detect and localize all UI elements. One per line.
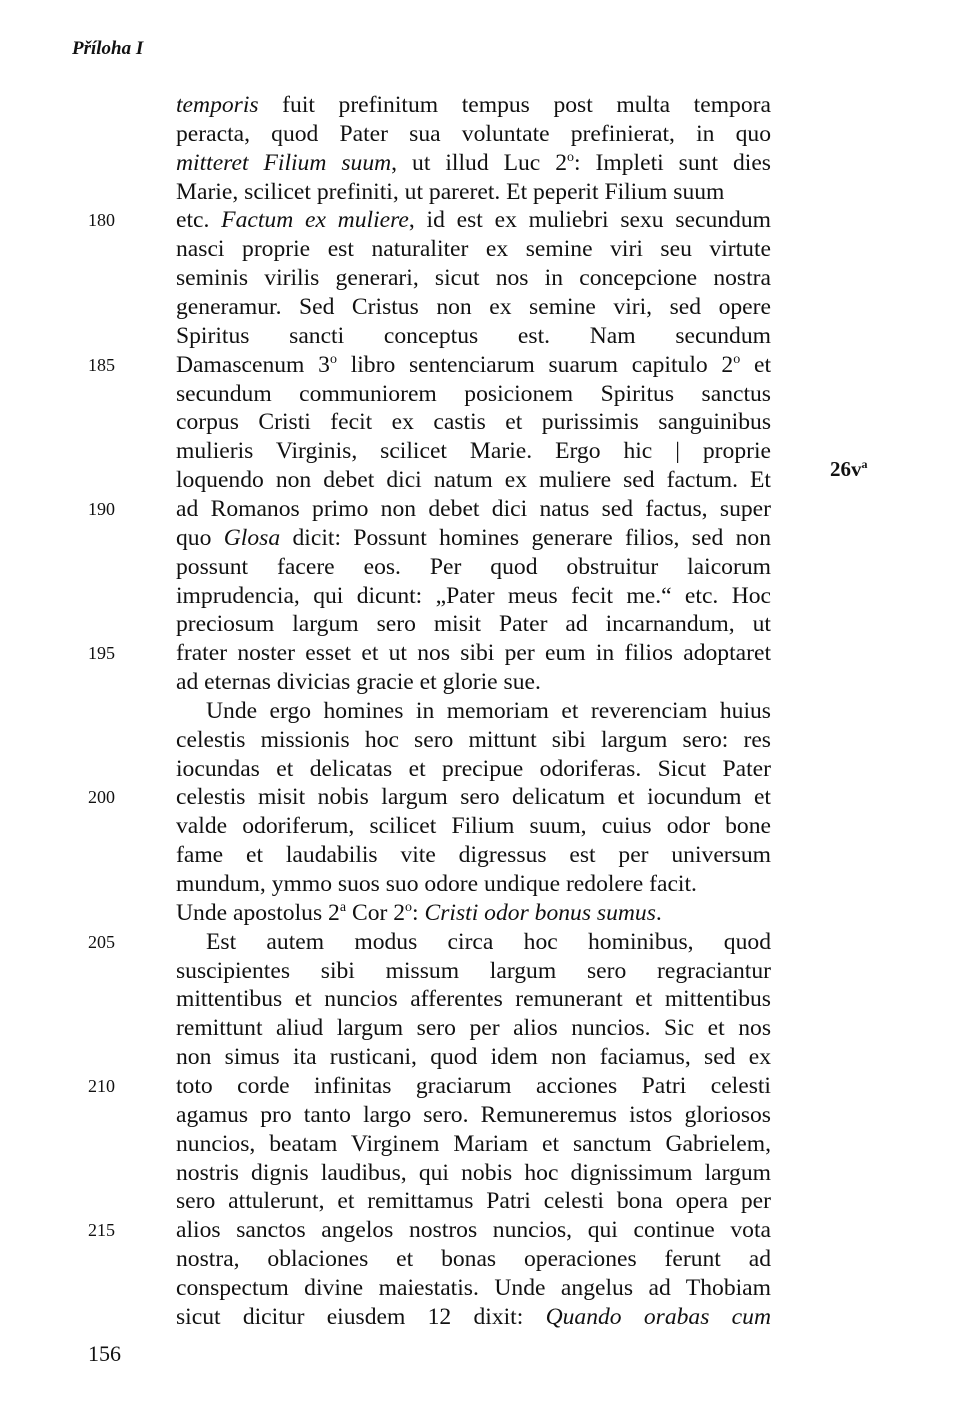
text-segment: sicut dicitur eiusdem 12 dixit: (176, 1303, 546, 1330)
text-segment: , ut illud Luc 2 (391, 149, 568, 176)
text-segment: etc. (176, 207, 222, 234)
text-line (176, 928, 771, 957)
line-number: 185 (88, 354, 115, 375)
text-line (176, 293, 771, 322)
text-segment: valde odoriferum, scilicet Filium suum, cuius odor bone (176, 813, 771, 840)
text-segment: ad Romanos primo non debet dici natus sed factus, super (176, 495, 771, 522)
text-segment: secundum communiorem posicionem Spiritus sanctus (176, 380, 771, 407)
text-line (176, 870, 771, 899)
text-line (176, 408, 771, 437)
text-segment: remittunt aliud largum sero per alios nuncios. Sic et nos (176, 1015, 771, 1042)
text-line (176, 206, 771, 235)
text-segment: nasci proprie est naturaliter ex semine viri seu virtute (176, 236, 771, 263)
text-line (176, 985, 771, 1014)
italic-text: mitteret Filium suum (176, 149, 392, 176)
line-number: 180 (88, 210, 115, 231)
line-number: 210 (88, 1075, 115, 1096)
text-line (176, 639, 771, 668)
text-line (176, 1130, 771, 1159)
text-line (176, 1072, 771, 1101)
italic-text: Cristi odor bonus sumus (424, 899, 656, 926)
text-line (176, 1274, 771, 1303)
text-segment: suscipientes sibi missum largum sero regraciantur (176, 957, 771, 984)
folio-marker-sup: a (861, 457, 868, 471)
text-segment: : Impleti sunt dies (574, 149, 771, 176)
text-line (176, 1043, 771, 1072)
text-line (176, 841, 771, 870)
folio-marker-text: 26v (830, 457, 862, 481)
text-line (176, 553, 771, 582)
italic-text: temporis (176, 92, 259, 118)
text-segment: mulieris Virginis, scilicet Marie. Ergo hic | proprie (176, 438, 771, 465)
line-number: 205 (88, 931, 115, 952)
text-line (176, 783, 771, 812)
text-line (176, 264, 771, 293)
text-line (176, 524, 771, 553)
text-line (176, 610, 771, 639)
text-segment: possunt facere eos. Per quod obstruitur laicorum (176, 553, 771, 580)
text-segment: iocundas et delicatas et precipue odoriferas. Sicut Pater (176, 755, 771, 782)
text-segment: Unde ergo homines in memoriam et reverenciam huius (206, 697, 771, 724)
text-line (176, 957, 771, 986)
line-number: 200 (88, 787, 115, 808)
text-segment: imprudencia, qui dicunt: „Pater meus fecit me.“ etc. Hoc (176, 582, 771, 609)
text-line (176, 899, 771, 928)
text-segment: Cor 2 (346, 899, 406, 926)
text-segment: Est autem modus circa hoc hominibus, quod (206, 928, 771, 955)
text-line (176, 697, 771, 726)
text-segment: nostra, oblaciones et bonas operaciones ferunt ad (176, 1246, 771, 1272)
text-segment: toto corde infinitas graciarum acciones Patri celesti (176, 1072, 771, 1099)
text-line (176, 582, 771, 611)
text-segment: fame et laudabilis vite digressus est per universum (176, 842, 771, 869)
text-line (176, 1216, 771, 1245)
text-segment: Damascenum 3 (176, 351, 330, 378)
italic-text: Quando orabas cum (545, 1303, 771, 1330)
superscript: o (329, 351, 337, 367)
page-number: 156 (88, 1341, 121, 1366)
italic-text: Factum ex muliere (221, 207, 409, 234)
text-segment: corpus Cristi fecit ex castis et purissimis sanguinibus (176, 409, 771, 436)
text-segment: ad eternas divicias gracie et glorie sue. (176, 669, 541, 695)
text-segment: loquendo non debet dici natum ex muliere sed factum. Et (176, 467, 771, 494)
text-segment: sero attulerunt, et remittamus Patri celesti bona opera per (176, 1188, 771, 1215)
text-segment: non simus ita rusticani, quod idem non faciamus, sed ex (176, 1044, 771, 1071)
text-segment: fuit prefinitum tempus post multa tempora (258, 92, 771, 118)
text-segment: frater noster esset et ut nos sibi per eum in filios adoptaret (176, 640, 771, 667)
text-line (176, 178, 771, 207)
text-segment: peracta, quod Pater sua voluntate prefinierat, in quo (176, 120, 771, 147)
running-head: Příloha I (72, 38, 144, 59)
text-segment: alios sanctos angelos nostros nuncios, qui continue vota (176, 1217, 771, 1244)
text-segment: : (412, 899, 425, 926)
text-line (176, 1014, 771, 1043)
text-segment: generamur. Sed Cristus non ex semine viri, sed opere (176, 294, 771, 320)
text-line (176, 91, 771, 120)
text-line (176, 120, 771, 149)
text-segment: libro sentenciarum suarum capitulo 2 (336, 351, 734, 378)
text-line (176, 351, 771, 380)
text-line (176, 812, 771, 841)
text-segment: conspectum divine maiestatis. Unde angelus ad Thobiam (176, 1274, 771, 1301)
text-segment: nuncios, beatam Virginem Mariam et sanctum Gabrielem, (176, 1130, 771, 1157)
text-segment: mundum, ymmo suos suo odore undique redolere facit. (176, 871, 697, 897)
text-line (176, 466, 771, 495)
superscript: o (733, 351, 741, 367)
text-segment: et (740, 351, 771, 378)
text-line (176, 495, 771, 524)
italic-text: Glosa (223, 524, 281, 551)
text-segment: celestis misit nobis largum sero delicatum et iocundum et (176, 784, 771, 811)
text-line (176, 1159, 771, 1188)
text-line (176, 1187, 771, 1216)
line-number: 215 (88, 1220, 115, 1241)
text-line (176, 380, 771, 409)
text-segment: , id est ex muliebri sexu secundum (408, 207, 771, 234)
text-segment: Marie, scilicet prefiniti, ut pareret. Et peperit Filium suum (176, 178, 725, 205)
text-segment: dicit: Possunt homines generare filios, sed non (280, 524, 771, 551)
text-line (176, 726, 771, 755)
line-number: 195 (88, 643, 115, 664)
text-segment: nostris dignis laudibus, qui nobis hoc dignissimum largum (176, 1159, 771, 1186)
text-segment: quo (176, 524, 224, 551)
text-segment: mittentibus et nuncios afferentes remunerant et mittentibus (176, 986, 771, 1013)
text-line (176, 1245, 771, 1274)
text-segment: . (655, 899, 662, 926)
text-line (176, 235, 771, 264)
text-line (176, 437, 771, 466)
text-segment: agamus pro tanto largo sero. Remuneremus istos gloriosos (176, 1101, 771, 1128)
superscript: a (339, 899, 347, 915)
superscript: o (405, 899, 413, 915)
line-number: 190 (88, 498, 115, 519)
text-line (176, 668, 771, 697)
text-segment: Unde apostolus 2 (176, 899, 340, 926)
folio-marker (830, 455, 868, 484)
superscript: o (567, 149, 575, 165)
text-line (176, 755, 771, 784)
text-segment: celestis missionis hoc sero mittunt sibi largum sero: res (176, 726, 771, 753)
text-segment: Spiritus sancti conceptus est. Nam secundum (176, 322, 771, 349)
text-segment: preciosum largum sero misit Pater ad incarnandum, ut (176, 611, 771, 638)
text-line (176, 149, 771, 178)
text-line (176, 1101, 771, 1130)
text-line (176, 322, 771, 351)
text-segment: seminis virilis generari, sicut nos in concepcione nostra (176, 265, 771, 292)
text-line (176, 1303, 771, 1332)
